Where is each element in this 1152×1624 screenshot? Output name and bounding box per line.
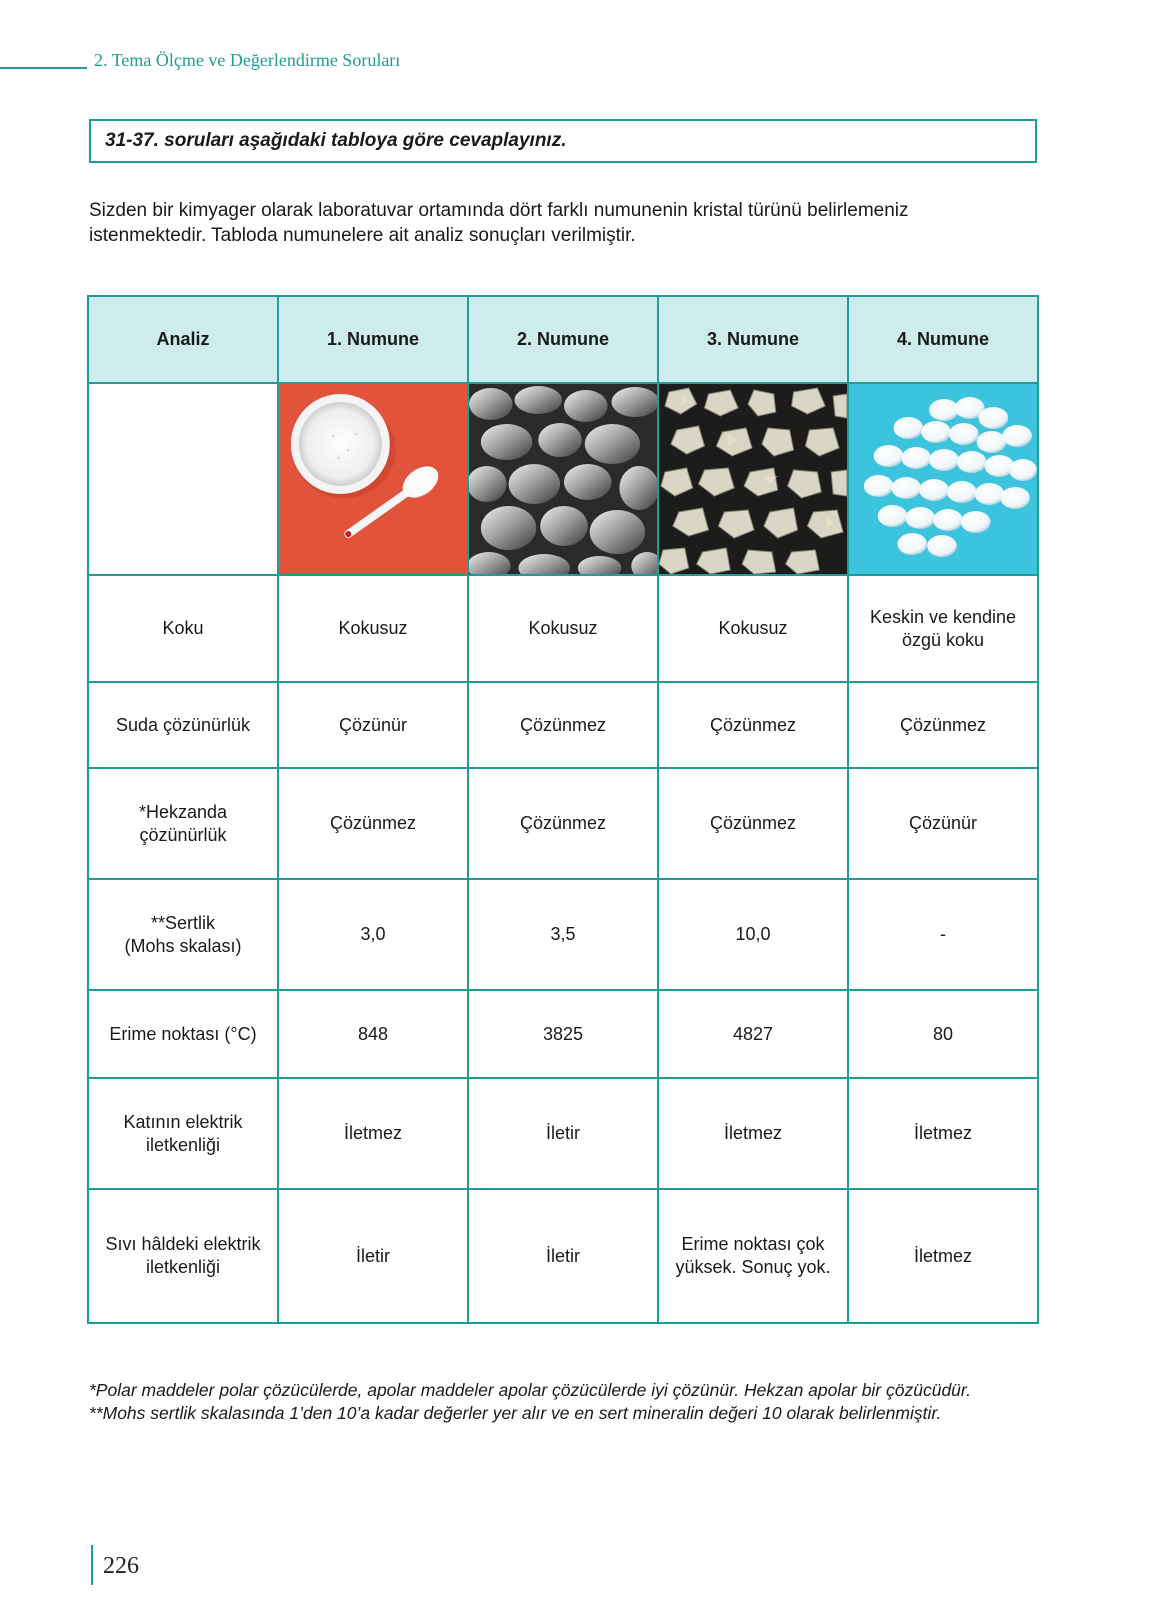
table-cell: 3825 <box>468 990 658 1078</box>
table-cell: 10,0 <box>658 879 848 990</box>
sample-3-image-cell <box>658 383 848 575</box>
table-cell: Keskin ve kendine özgü koku <box>848 575 1038 682</box>
table-cell: 3,5 <box>468 879 658 990</box>
table-cell: - <box>848 879 1038 990</box>
metal-nuggets-icon <box>469 384 657 574</box>
diamond-crystals-icon <box>659 384 847 574</box>
row-label: Sıvı hâldeki elektrik iletkenliği <box>88 1189 278 1323</box>
table-cell: Çözünmez <box>658 682 848 768</box>
table-cell: Erime noktası çok yüksek. Sonuç yok. <box>658 1189 848 1323</box>
table-cell: İletmez <box>848 1189 1038 1323</box>
table-row <box>88 1078 1038 1189</box>
page-number: 226 <box>103 1553 139 1579</box>
sample-1-image-cell <box>278 383 468 575</box>
header-cell: 4. Numune <box>848 296 1038 383</box>
image-row <box>88 383 1038 575</box>
row-label: Koku <box>88 575 278 682</box>
header-cell: Analiz <box>88 296 278 383</box>
table-cell: Kokusuz <box>278 575 468 682</box>
table-cell: Çözünmez <box>658 768 848 879</box>
question-box <box>89 119 1037 163</box>
table-cell: İletmez <box>848 1078 1038 1189</box>
analysis-table <box>87 295 1039 1324</box>
table-cell: İletir <box>468 1189 658 1323</box>
table-cell: Çözünmez <box>468 768 658 879</box>
empty-cell <box>88 383 278 575</box>
table-cell: Çözünür <box>848 768 1038 879</box>
table-cell: Kokusuz <box>468 575 658 682</box>
table-row <box>88 682 1038 768</box>
table-cell: Çözünmez <box>848 682 1038 768</box>
salt-bowl-icon <box>279 384 467 574</box>
row-label: **Sertlik (Mohs skalası) <box>88 879 278 990</box>
header-cell: 1. Numune <box>278 296 468 383</box>
table-cell: İletir <box>468 1078 658 1189</box>
footnote-2: **Mohs sertlik skalasında 1’den 10’a kadar değerler yer alır ve en sert mineralin değeri 10 olarak belirlenmiştir. <box>89 1403 942 1423</box>
page-number-rule <box>91 1545 93 1585</box>
table-cell: 80 <box>848 990 1038 1078</box>
table-row <box>88 1189 1038 1323</box>
table-header-row <box>88 296 1038 383</box>
table-cell: Çözünmez <box>278 768 468 879</box>
table-cell: İletmez <box>658 1078 848 1189</box>
row-label: Suda çözünürlük <box>88 682 278 768</box>
intro-line: istenmektedir. Tabloda numunelere ait analiz sonuçları verilmiştir. <box>89 225 636 246</box>
header-cell: 3. Numune <box>658 296 848 383</box>
question-instruction: 31-37. soruları aşağıdaki tabloya göre cevaplayınız. <box>105 130 567 151</box>
table-cell: Kokusuz <box>658 575 848 682</box>
table-row <box>88 575 1038 682</box>
header-cell: 2. Numune <box>468 296 658 383</box>
sample-2-image-cell <box>468 383 658 575</box>
white-tablets-icon <box>849 384 1037 574</box>
table-cell: İletir <box>278 1189 468 1323</box>
intro-line: Sizden bir kimyager olarak laboratuvar ortamında dört farklı numunenin kristal türünü belirlemeniz <box>89 200 909 221</box>
table-row <box>88 990 1038 1078</box>
table-row <box>88 879 1038 990</box>
table-cell: Çözünmez <box>468 682 658 768</box>
row-label: *Hekzanda çözünürlük <box>88 768 278 879</box>
table-cell: İletmez <box>278 1078 468 1189</box>
header-rule <box>0 67 87 69</box>
intro-paragraph <box>89 198 1039 248</box>
page-header: 2. Tema Ölçme ve Değerlendirme Soruları <box>94 50 401 70</box>
table-cell: 848 <box>278 990 468 1078</box>
row-label: Katının elektrik iletkenliği <box>88 1078 278 1189</box>
table-cell: Çözünür <box>278 682 468 768</box>
table-row <box>88 768 1038 879</box>
sample-4-image-cell <box>848 383 1038 575</box>
table-cell: 3,0 <box>278 879 468 990</box>
footnote-1: *Polar maddeler polar çözücülerde, apolar maddeler apolar çözücülerde iyi çözünür. Hekzan apolar bir çözücüdür. <box>89 1380 971 1400</box>
table-cell: 4827 <box>658 990 848 1078</box>
row-label: Erime noktası (°C) <box>88 990 278 1078</box>
